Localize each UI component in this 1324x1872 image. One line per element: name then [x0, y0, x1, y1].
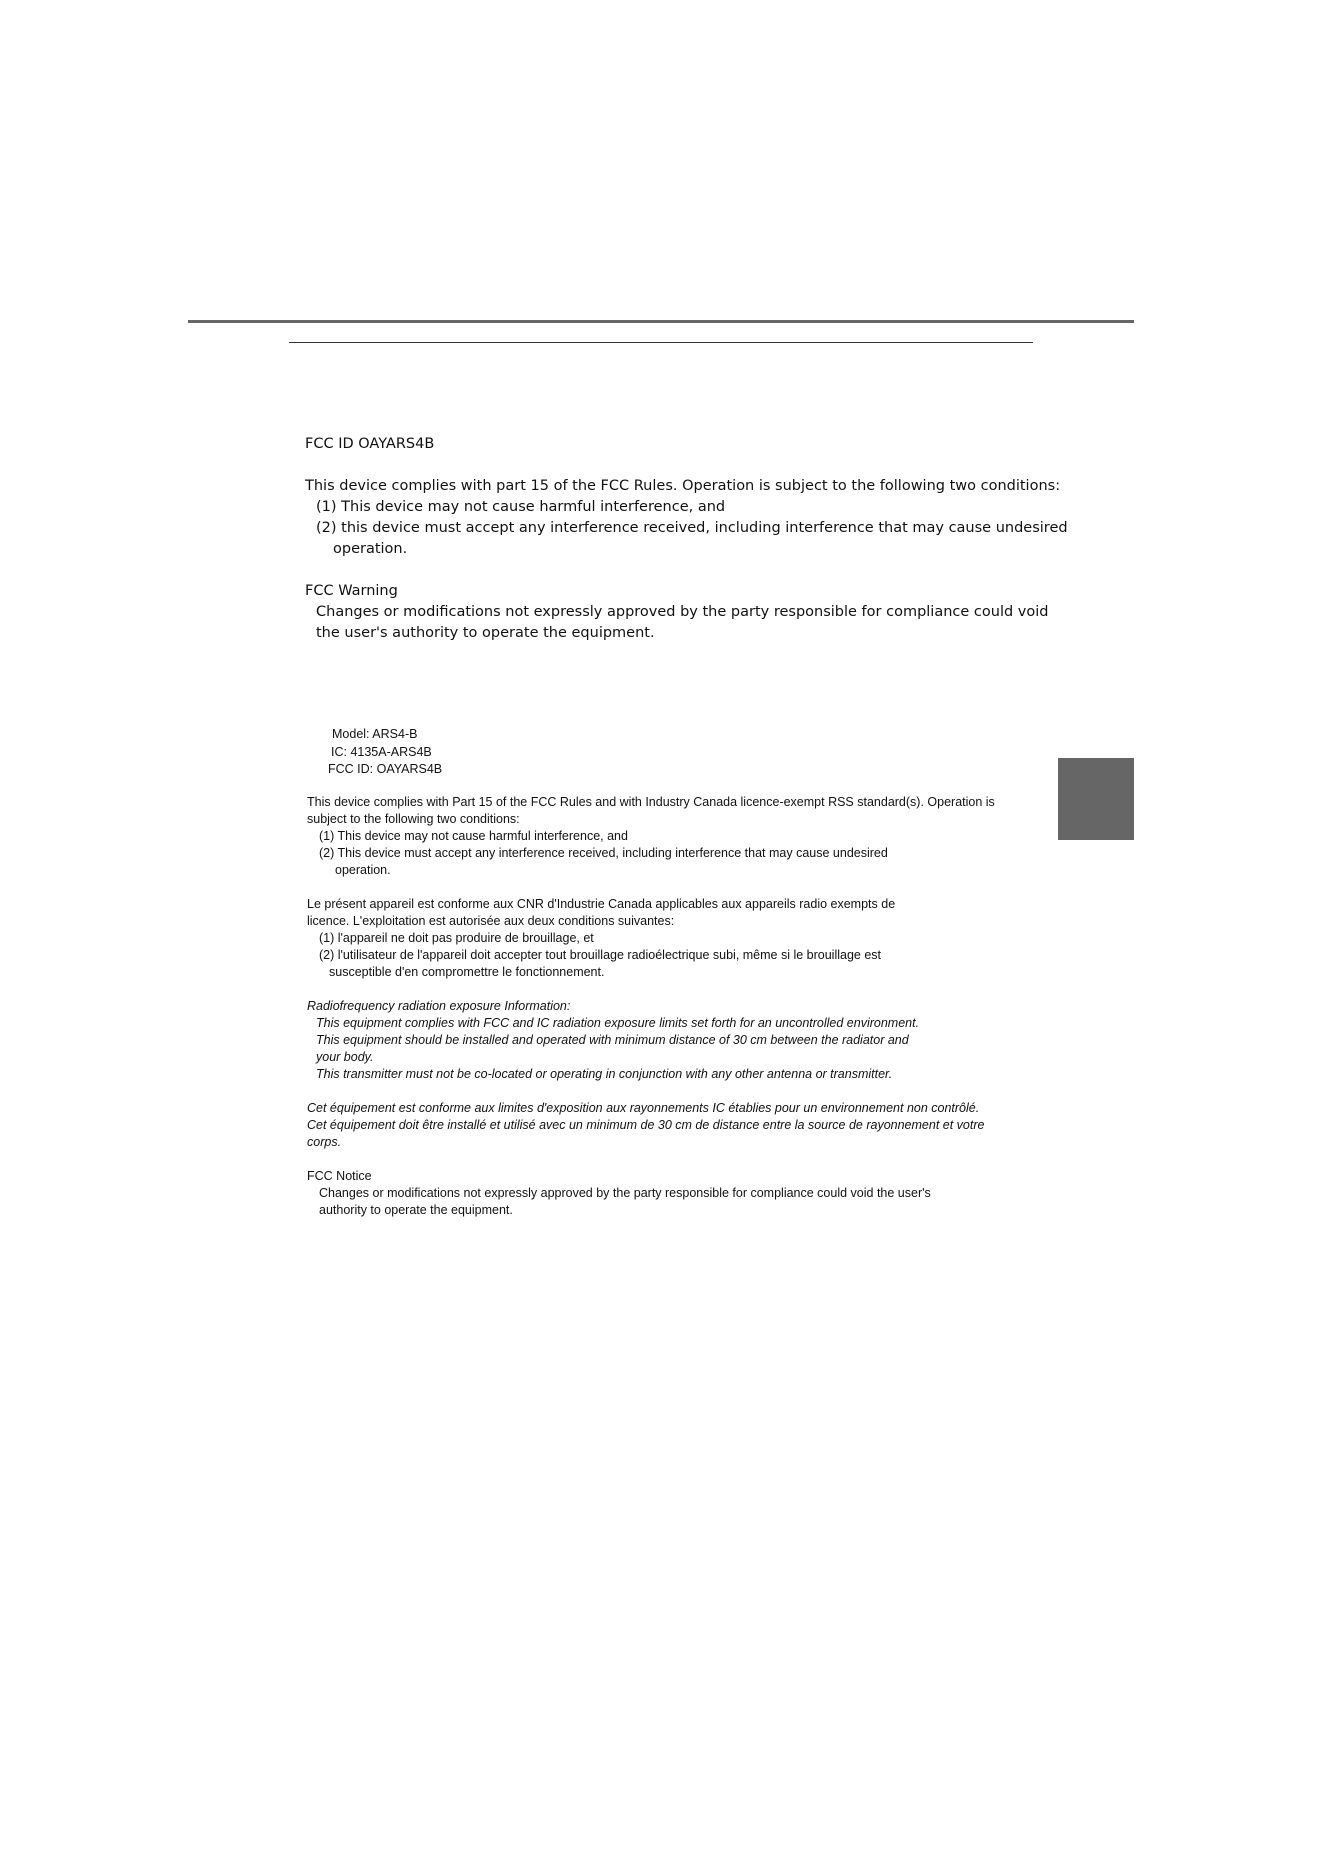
fr-compliance: Le présent appareil est conforme aux CNR d'Industrie Canada applicables aux appareils radio exempts de	[307, 897, 896, 911]
fcc-notice-line-1: Changes or modifications not expressly approved by the party responsible for compliance could void the user's	[319, 1186, 931, 1200]
ic-number: IC: 4135A-ARS4B	[331, 744, 432, 759]
fcc-notice-line-2: authority to operate the equipment.	[319, 1203, 513, 1217]
fr-compliance-cont: licence. L'exploitation est autorisée aux deux conditions suivantes:	[307, 914, 675, 928]
en-condition-2-cont: operation.	[335, 863, 391, 877]
header-rule	[188, 320, 1134, 323]
fcc-id-number: FCC ID: OAYARS4B	[328, 762, 443, 776]
en-condition-2: (2) This device must accept any interference received, including interference that may cause undesired	[319, 846, 888, 860]
rf-line-3: This transmitter must not be co-located or operating in conjunction with any other antenna or transmitter.	[316, 1067, 893, 1081]
fcc-warning-title: FCC Warning	[305, 583, 398, 599]
fcc-warning-text: Changes or modifications not expressly approved by the party responsible for compliance could void	[316, 604, 1049, 620]
fcc-condition-1: (1) This device may not cause harmful interference, and	[316, 499, 726, 515]
rf-fr-line-2: Cet équipement doit être installé et utilisé avec un minimum de 30 cm de distance entre la source de rayonnement et votre	[307, 1118, 985, 1132]
fr-condition-2-cont: susceptible d'en compromettre le fonctionnement.	[329, 965, 605, 979]
rf-fr-line-3: corps.	[307, 1135, 342, 1149]
ic-notice	[307, 794, 1012, 1219]
en-compliance-cont: subject to the following two conditions:	[307, 812, 520, 826]
rf-line-2-cont: your body.	[316, 1050, 374, 1064]
fcc-notice-title: FCC Notice	[307, 1169, 372, 1183]
rf-line-1: This equipment complies with FCC and IC radiation exposure limits set forth for an uncontrolled environment.	[316, 1016, 920, 1030]
section-rule	[289, 342, 1033, 343]
fr-condition-1: (1) l'appareil ne doit pas produire de brouillage, et	[319, 931, 594, 945]
rf-title: Radiofrequency radiation exposure Information:	[307, 999, 571, 1013]
en-compliance: This device complies with Part 15 of the FCC Rules and with Industry Canada licence-exempt RSS standard(s). Operation is	[307, 795, 995, 809]
rf-line-2: This equipment should be installed and operated with minimum distance of 30 cm between the radiator and	[316, 1033, 909, 1047]
en-condition-1: (1) This device may not cause harmful interference, and	[319, 829, 628, 843]
fcc-warning-text-cont: the user's authority to operate the equipment.	[316, 625, 655, 641]
fcc-compliance: This device complies with part 15 of the FCC Rules. Operation is subject to the following two conditions:	[305, 478, 1061, 494]
fcc-statement	[305, 434, 1068, 644]
fcc-id-line: FCC ID OAYARS4B	[305, 436, 435, 452]
fr-condition-2: (2) l'utilisateur de l'appareil doit accepter tout brouillage radioélectrique subi, même si le brouillage est	[319, 948, 882, 962]
fcc-condition-2: (2) this device must accept any interference received, including interference that may cause undesired	[316, 520, 1068, 536]
fcc-condition-2-cont: operation.	[333, 541, 408, 557]
rf-fr-line-1: Cet équipement est conforme aux limites d'exposition aux rayonnements IC établies pour un environnement non contrôlé.	[307, 1101, 980, 1115]
device-label	[305, 726, 442, 779]
model-number: Model: ARS4-B	[332, 727, 418, 741]
section-tab	[1058, 758, 1134, 840]
